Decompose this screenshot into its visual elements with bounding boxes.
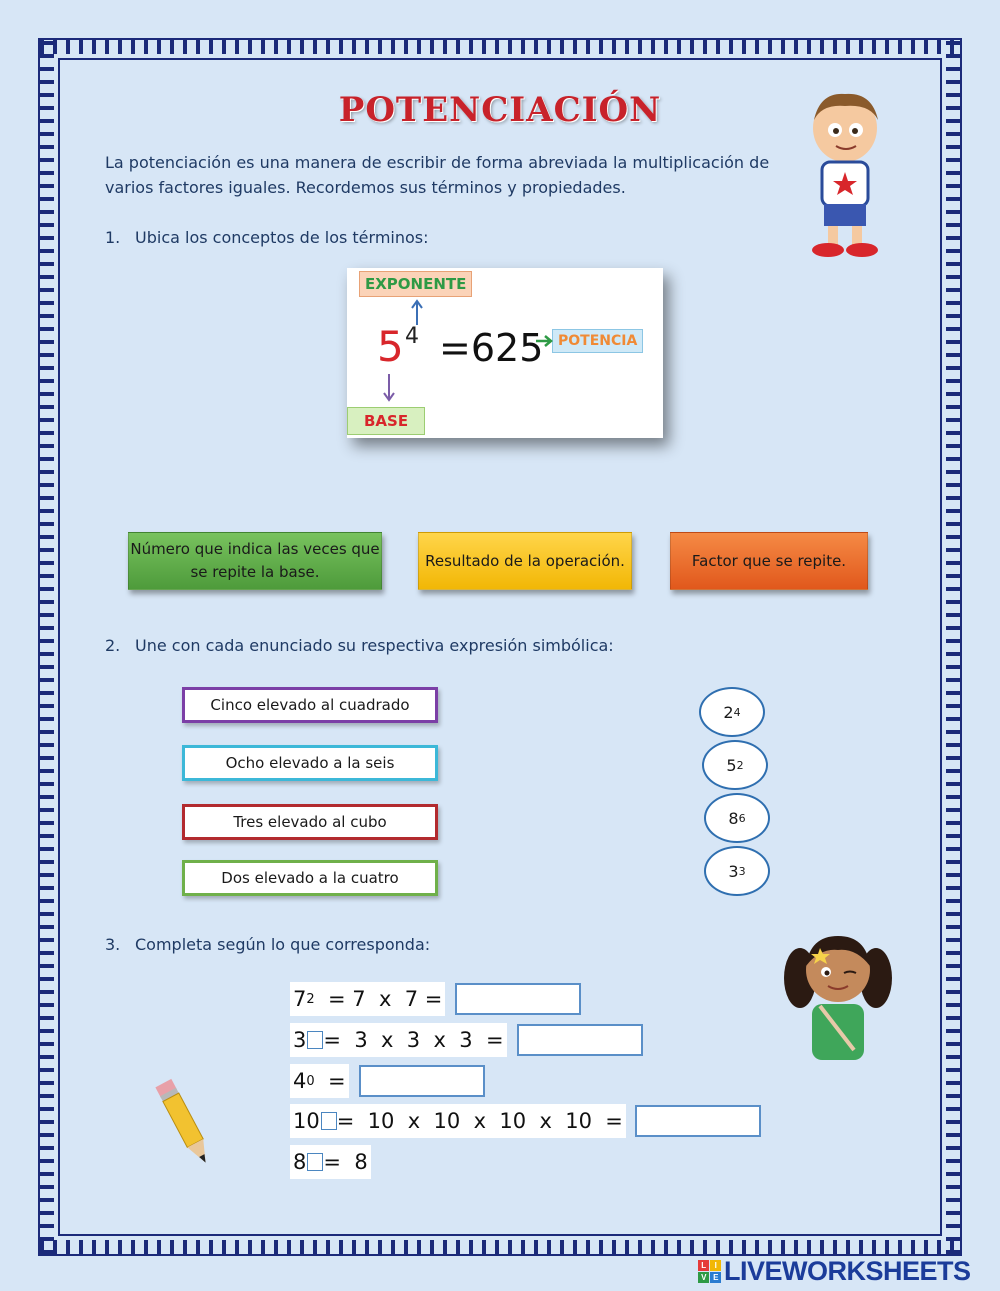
question-2: 2. Une con cada enunciado su respectiva expresión simbólica:: [105, 636, 614, 655]
question-3: 3. Completa según lo que corresponda:: [105, 935, 431, 954]
pencil-icon: [155, 1072, 213, 1172]
expression-oval[interactable]: 8 6: [704, 793, 770, 843]
answer-input[interactable]: [455, 983, 581, 1015]
exercise-row: 7 2 = 7 x 7 =: [290, 982, 581, 1016]
exercise-row: 4 0 =: [290, 1064, 485, 1098]
exponent-input[interactable]: [307, 1153, 323, 1171]
exponent-input[interactable]: [321, 1112, 337, 1130]
logo-mark-icon: L I V E: [698, 1260, 721, 1283]
diagram-base: 5: [377, 322, 404, 371]
arrow-up-icon: [409, 298, 425, 326]
arrow-right-icon: [535, 333, 553, 349]
expression-oval[interactable]: 2 4: [699, 687, 765, 737]
base-tag: BASE: [347, 407, 425, 435]
exponent-tag: EXPONENTE: [359, 271, 472, 297]
diagram-exponent: 4: [405, 324, 419, 349]
exercise-row: 8 = 8: [290, 1145, 371, 1179]
girl-illustration: [780, 930, 896, 1062]
exercise-row: 3 = 3 x 3 x 3 =: [290, 1023, 643, 1057]
page-title: POTENCIACIÓN: [338, 90, 662, 130]
answer-input[interactable]: [359, 1065, 485, 1097]
concept-exponent-box[interactable]: Número que indica las veces que se repite la base.: [128, 532, 382, 590]
expression-oval[interactable]: 3 3: [704, 846, 770, 896]
exercise-row: 10 = 10 x 10 x 10 x 10 =: [290, 1104, 761, 1138]
question-1: 1. Ubica los conceptos de los términos:: [105, 228, 429, 247]
answer-input[interactable]: [635, 1105, 761, 1137]
concept-base-box[interactable]: Factor que se repite.: [670, 532, 868, 590]
liveworksheets-logo[interactable]: L I V E LIVEWORKSHEETS: [698, 1256, 971, 1287]
answer-input[interactable]: [517, 1024, 643, 1056]
exponent-input[interactable]: [307, 1031, 323, 1049]
statement-item[interactable]: Ocho elevado a la seis: [182, 745, 438, 781]
power-terms-diagram: [347, 268, 663, 438]
boy-illustration: [800, 86, 890, 258]
statement-item[interactable]: Tres elevado al cubo: [182, 804, 438, 840]
statement-item[interactable]: Cinco elevado al cuadrado: [182, 687, 438, 723]
statement-item[interactable]: Dos elevado a la cuatro: [182, 860, 438, 896]
arrow-down-icon: [381, 373, 397, 403]
diagram-result: =625: [439, 326, 544, 370]
power-tag: POTENCIA: [552, 329, 643, 353]
concept-power-box[interactable]: Resultado de la operación.: [418, 532, 632, 590]
intro-text: La potenciación es una manera de escribir de forma abreviada la multiplicación de varios factores iguales. Recordemos sus términos y propiedades.: [105, 153, 770, 197]
expression-oval[interactable]: 5 2: [702, 740, 768, 790]
